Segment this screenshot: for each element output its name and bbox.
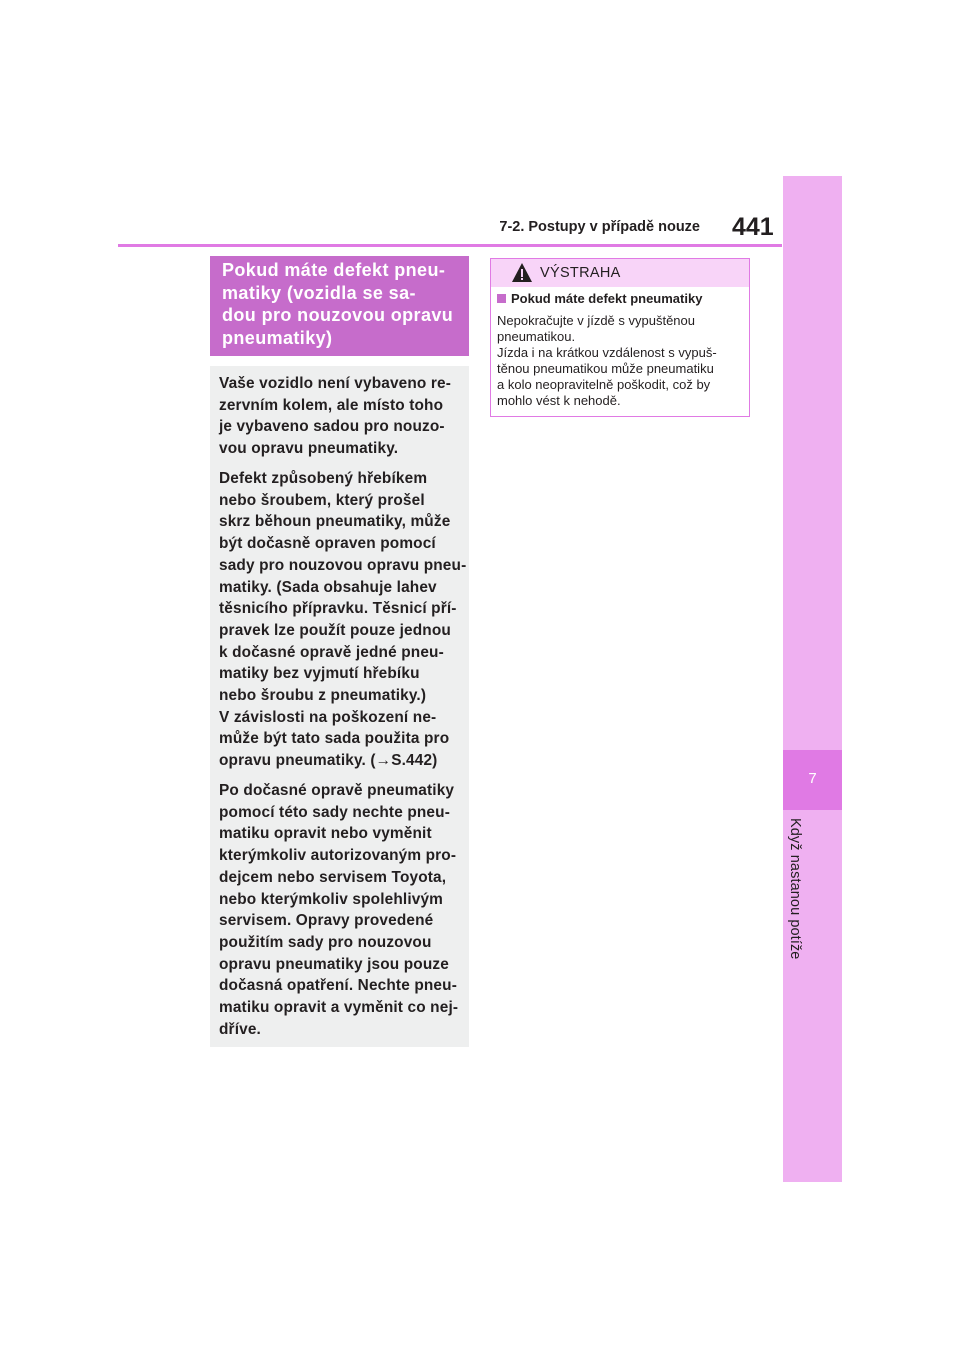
text-line: dejcem nebo servisem Toyota, xyxy=(219,868,447,886)
text-line: matiky bez vyjmutí hřebíku xyxy=(219,665,420,683)
text-line: nebo šroubem, který prošel xyxy=(219,491,425,509)
text-line: vou opravu pneumatiky. xyxy=(219,440,399,458)
text-line: být dočasně opraven pomocí xyxy=(219,535,436,553)
text-line: těnou pneumatikou může pneumatiku xyxy=(497,361,714,376)
text-line: Vaše vozidlo není vybaveno re- xyxy=(219,375,452,392)
topic-heading-line: pneumatiky) xyxy=(222,327,333,348)
bullet-square-icon xyxy=(497,294,506,303)
text-line: sady pro nouzovou opravu pneu- xyxy=(219,556,467,574)
warning-triangle-icon xyxy=(511,262,533,283)
text-line: matiky. (Sada obsahuje lahev xyxy=(219,578,437,596)
warning-subtitle: Pokud máte defekt pneumatiky xyxy=(511,291,703,306)
chapter-number: 7 xyxy=(808,770,817,787)
text-line: je vybaveno sadou pro nouzo- xyxy=(219,418,445,436)
text-line: dočasná opatření. Nechte pneu- xyxy=(219,977,457,995)
warning-box xyxy=(490,258,750,417)
text-line: matiku opravit nebo vyměnit xyxy=(219,825,432,843)
topic-heading-line: matiky (vozidla se sa- xyxy=(222,282,416,303)
text-line: nebo šroubu z pneumatiky.) xyxy=(219,687,427,705)
text-line: může být tato sada použita pro xyxy=(219,730,450,748)
topic-heading-line: Pokud máte defekt pneu- xyxy=(222,260,446,280)
topic-heading xyxy=(222,259,472,349)
text-line: Po dočasné opravě pneumatiky xyxy=(219,782,455,799)
paragraph-after-repair xyxy=(219,780,469,1040)
chapter-side-tab xyxy=(783,176,842,1182)
page-reference-link[interactable]: opravu pneumatiky. (→S.442) xyxy=(219,752,438,770)
text-line: zervním kolem, ale místo toho xyxy=(219,396,444,414)
paragraph-repair-kit xyxy=(219,468,469,772)
text-line: nebo kterýmkoliv spolehlivým xyxy=(219,890,444,908)
header-rule xyxy=(118,244,782,247)
warning-subtitle-row xyxy=(497,291,702,306)
text-line: dříve. xyxy=(219,1020,261,1038)
text-line: pravek lze použít pouze jednou xyxy=(219,621,451,639)
text-line: skrz běhoun pneumatiky, může xyxy=(219,513,451,531)
text-line: pneumatikou. xyxy=(497,329,576,344)
text-line: těsnicího přípravku. Těsnicí pří- xyxy=(219,600,457,618)
chapter-title: Když nastanou potíže xyxy=(787,818,803,960)
section-header: 7-2. Postupy v případě nouze xyxy=(499,219,700,235)
warning-text xyxy=(497,313,747,409)
text-line: opravu pneumatiky jsou pouze xyxy=(219,955,449,973)
text-line: a kolo neopravitelně poškodit, což by xyxy=(497,377,711,392)
text-line: V závislosti na poškození ne- xyxy=(219,708,437,726)
text-line: mohlo vést k nehodě. xyxy=(497,393,621,408)
text-line: matiku opravit a vyměnit co nej- xyxy=(219,999,459,1017)
text-line: Nepokračujte v jízdě s vypuštěnou xyxy=(497,313,695,328)
text-line: kterýmkoliv autorizovaným pro- xyxy=(219,847,457,865)
text-line: servisem. Opravy provedené xyxy=(219,912,434,930)
paragraph-spare-wheel xyxy=(219,373,469,460)
text-line: pomocí této sady nechte pneu- xyxy=(219,803,450,821)
warning-title: VÝSTRAHA xyxy=(540,265,621,281)
text-line: Jízda i na krátkou vzdálenost s vypuš- xyxy=(497,345,717,360)
text-line: použitím sady pro nouzovou xyxy=(219,933,432,951)
text-line: Defekt způsobený hřebíkem xyxy=(219,470,428,487)
warning-header xyxy=(491,259,749,287)
text-line: k dočasné opravě jedné pneu- xyxy=(219,643,444,661)
topic-heading-line: dou pro nouzovou opravu xyxy=(222,305,454,325)
page-number: 441 xyxy=(732,213,774,241)
